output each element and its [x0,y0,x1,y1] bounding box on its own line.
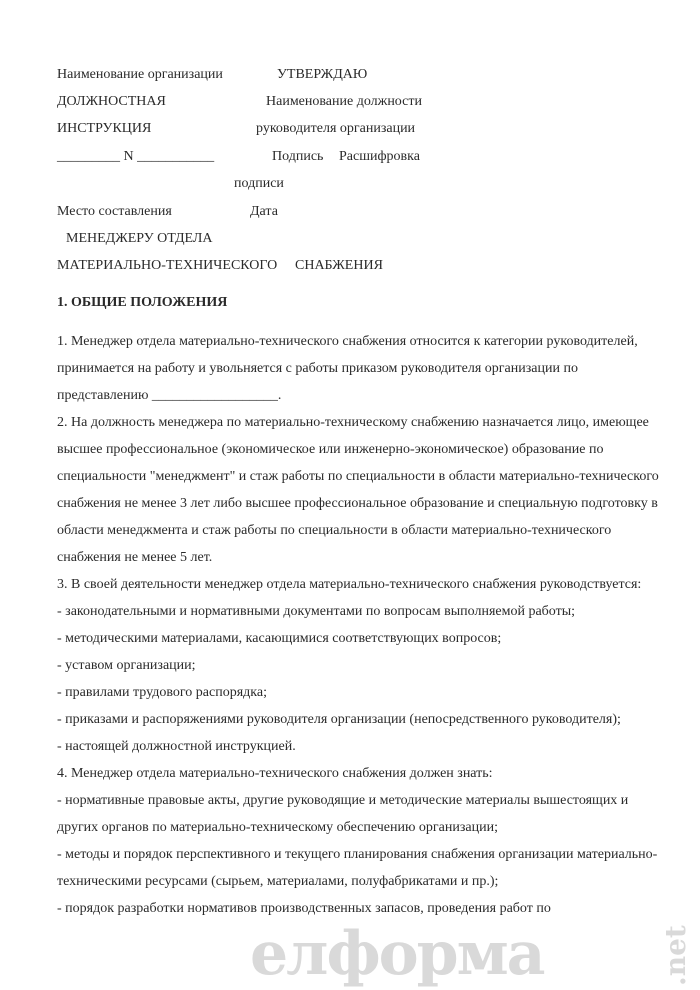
body-line: техническими ресурсами (сырьем, материалами, полуфабрикатами и пр.); [57,874,499,889]
document-title-2b: СНАБЖЕНИЯ [295,258,383,273]
body-line: снабжения не менее 5 лет. [57,550,213,565]
body-line: принимается на работу и увольняется с работы приказом руководителя организации по [57,361,578,376]
approve-label: УТВЕРЖДАЮ [277,67,368,82]
org-name-label: Наименование организации [57,67,223,82]
body-line: - методическими материалами, касающимися соответствующих вопросов; [57,631,502,646]
watermark-suffix: .net [659,925,692,986]
body-line: специальности "менеджмент" и стаж работы по специальности в области материально-технического [57,469,659,484]
body-line: - приказами и распоряжениями руководителя организации (непосредственного руководителя); [57,712,621,727]
doc-type-1: ДОЛЖНОСТНАЯ [57,94,166,109]
document-title-1: МЕНЕДЖЕРУ ОТДЕЛА [66,231,213,246]
body-line: - нормативные правовые акты, другие руководящие и методические материалы вышестоящих и [57,793,629,808]
body-line: - уставом организации; [57,658,196,673]
body-line: 1. Менеджер отдела материально-технического снабжения относится к категории руководителей, [57,334,638,349]
body-line: 2. На должность менеджера по материально-техническому снабжению назначается лицо, имеющее [57,415,649,430]
watermark-logo: елформа [250,919,544,989]
section-heading: 1. ОБЩИЕ ПОЛОЖЕНИЯ [57,295,228,310]
body-line: области менеджмента и стаж работы по специальности в области материально-технического [57,523,612,538]
body-line: - настоящей должностной инструкцией. [57,739,296,754]
position-name-label: Наименование должности [266,94,422,109]
body-line: - методы и порядок перспективного и текущего планирования снабжения организации материально- [57,847,658,862]
place-label: Место составления [57,204,172,219]
body-line: - порядок разработки нормативов производственных запасов, проведения работ по [57,901,551,916]
number-line: _________ N ___________ [57,149,215,164]
body-line: - правилами трудового распорядка; [57,685,267,700]
doc-type-2: ИНСТРУКЦИЯ [57,121,152,136]
signature-label: Подпись [272,149,324,164]
body-line: представлению __________________. [57,388,282,403]
body-line: других органов по материально-техническому обеспечению организации; [57,820,498,835]
date-label: Дата [250,204,278,219]
body-line: - законодательными и нормативными документами по вопросам выполняемой работы; [57,604,576,619]
decoding-label: Расшифровка [339,149,420,164]
document-title-2a: МАТЕРИАЛЬНО-ТЕХНИЧЕСКОГО [57,258,278,273]
body-line: снабжения не менее 3 лет либо высшее профессиональное образование и специальную подготовку в [57,496,658,511]
body-line: 3. В своей деятельности менеджер отдела материально-технического снабжения руководствуется: [57,577,642,592]
body-line: высшее профессиональное (экономическое или инженерно-экономическое) образование по [57,442,604,457]
signature-2-label: подписи [234,176,284,191]
body-line: 4. Менеджер отдела материально-технического снабжения должен знать: [57,766,493,781]
head-of-org-label: руководителя организации [256,121,416,136]
